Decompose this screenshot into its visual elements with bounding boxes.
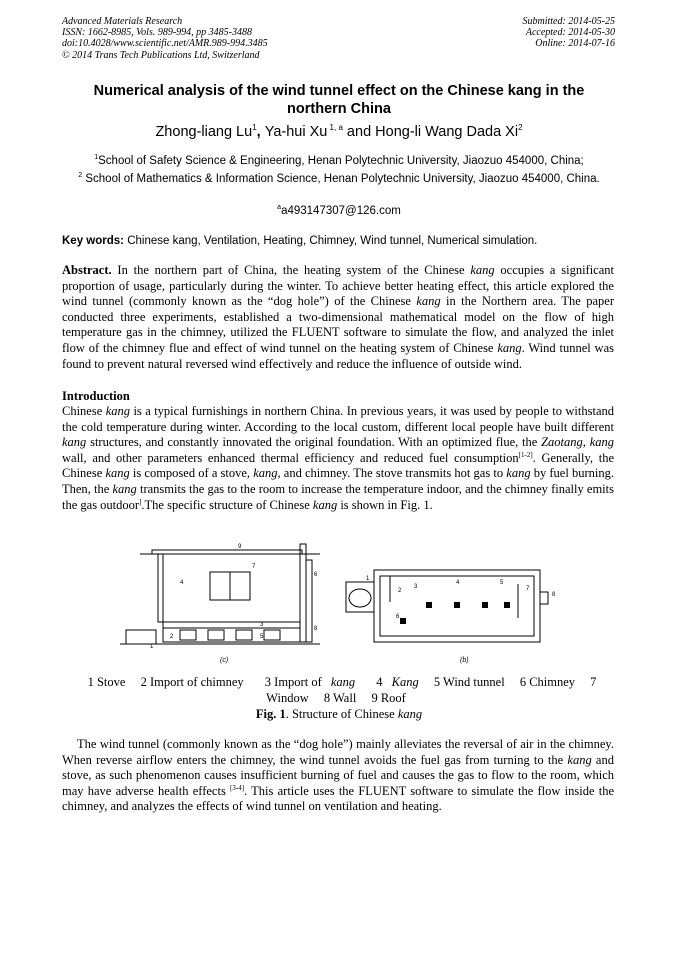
abstract-text: . Wind tunnel was found to prevent natural reversed wind effectively and reduce the influence of outside wind. bbox=[62, 340, 614, 371]
abstract bbox=[62, 263, 614, 372]
term-kang: kang bbox=[506, 466, 531, 481]
publication-dates bbox=[523, 16, 616, 50]
caption-text: . Structure of Chinese bbox=[285, 707, 398, 721]
chimney bbox=[300, 544, 306, 642]
diagram-number: 5 bbox=[260, 634, 264, 640]
journal-issn: ISSN: 1662-8985, Vols. 989-994, pp 3485-3488 bbox=[62, 27, 252, 39]
term-kang: kang bbox=[330, 675, 356, 689]
flue-support bbox=[454, 602, 460, 608]
intro-text: wall, and other parameters enhanced thermal efficiency and reduced fuel consumption bbox=[62, 450, 519, 465]
online-date: Online: 2014-07-16 bbox=[535, 38, 615, 50]
flue-support bbox=[400, 618, 406, 624]
citation-ref[interactable]: [3-4] bbox=[230, 783, 245, 792]
author-list bbox=[62, 123, 616, 140]
abstract-text: In the northern part of China, the heating system of the Chinese bbox=[111, 263, 471, 277]
term-kang: kang bbox=[567, 752, 592, 767]
diagram-number: 3 bbox=[414, 584, 418, 590]
panel-b-label: (b) bbox=[460, 657, 469, 664]
left-wall bbox=[158, 554, 163, 622]
panel-c-numbers bbox=[150, 544, 318, 650]
flue-support bbox=[504, 602, 510, 608]
legend-item: 2 Import of chimney bbox=[140, 675, 244, 689]
legend-item: 5 Wind tunnel bbox=[433, 675, 505, 689]
author-separator: , bbox=[256, 123, 265, 140]
intro-text: , bbox=[582, 435, 590, 450]
legend-item bbox=[259, 675, 355, 689]
intro-text: .The specific structure of Chinese bbox=[141, 497, 313, 512]
diagram-number: 1 bbox=[366, 576, 370, 582]
affiliation-text: School of Mathematics & Information Science, Henan Polytechnic University, Jiaozuo 454000, China. bbox=[82, 172, 600, 185]
diagram-number: 2 bbox=[398, 588, 402, 594]
intro-text: is composed of a stove, bbox=[129, 466, 254, 481]
journal-info bbox=[62, 16, 268, 61]
diagram-number: 4 bbox=[456, 580, 460, 586]
journal-copyright: © 2014 Trans Tech Publications Ltd, Switzerland bbox=[62, 49, 260, 61]
keywords-text: Chinese kang, Ventilation, Heating, Chimney, Wind tunnel, Numerical simulation. bbox=[124, 235, 538, 247]
diagram-number: 8 bbox=[314, 626, 318, 632]
panel-b-numbers bbox=[366, 576, 556, 620]
paper-title: Numerical analysis of the wind tunnel effect on the Chinese kang in the northern China bbox=[93, 83, 585, 117]
intro-text: . Generally, the Chinese bbox=[62, 450, 614, 481]
caption-label: Fig. 1 bbox=[255, 707, 286, 721]
author-name: Hong-li Wang Dada Xi bbox=[375, 123, 519, 140]
keywords-label: Key words: bbox=[62, 235, 124, 247]
legend-text: 4 bbox=[376, 675, 383, 689]
term-zaotang: Zaotang bbox=[541, 435, 583, 450]
diagram-number: 1 bbox=[150, 644, 154, 650]
section-heading-introduction: Introduction bbox=[62, 389, 130, 403]
legend-item: 8 Wall bbox=[323, 691, 357, 705]
term-kang: kang bbox=[397, 707, 423, 721]
body-text: and stove, as such phenomenon causes insufficient burning of fuel and causes the gas to flow to the room, which may have adverse health effects bbox=[62, 752, 614, 798]
affiliation-mark: 2 bbox=[78, 172, 83, 179]
term-kang: kang bbox=[105, 466, 130, 481]
term-kang: kang bbox=[253, 466, 278, 481]
panel-c-label: (c) bbox=[220, 657, 229, 664]
flue-block bbox=[208, 630, 224, 640]
email-mark: a bbox=[277, 204, 282, 211]
term-kang: kang bbox=[312, 497, 338, 512]
diagram-number: 8 bbox=[552, 592, 556, 598]
chimney-flue bbox=[306, 560, 312, 642]
citation-ref[interactable]: ] bbox=[139, 497, 142, 506]
figure-1-kang-structure bbox=[120, 540, 560, 670]
diagram-number: 4 bbox=[180, 580, 184, 586]
wind-tunnel-paragraph bbox=[62, 737, 614, 815]
term-kang: kang bbox=[470, 263, 495, 277]
diagram-number: 9 bbox=[238, 544, 242, 550]
legend-item bbox=[370, 675, 418, 689]
flue-block bbox=[180, 630, 196, 640]
intro-text: structures, and constantly innovated the original foundation. With an optimized flue, the bbox=[86, 435, 542, 450]
author-affiliation-mark: 1 bbox=[252, 123, 257, 132]
diagram-number: 6 bbox=[396, 614, 400, 620]
accepted-date: Accepted: 2014-05-30 bbox=[525, 27, 615, 39]
legend-item: 7 Window bbox=[266, 675, 597, 705]
intro-text: is a typical furnishings in northern China. In previous years, it was used by people to withstand the cold temperature during winter. According to the local custom, different local people have built different bbox=[62, 404, 614, 434]
affiliation-1 bbox=[62, 150, 616, 169]
author-affiliation-mark: 2 bbox=[518, 123, 523, 132]
intro-text: transmits the gas to the room to increase the temperature indoor, and the chimney finally emits the gas outdoor bbox=[62, 481, 614, 512]
body-text: The wind tunnel (commonly known as the “dog hole”) mainly alleviates the reversal of air in the chimney. When reverse airflow enters the chimney, the wind tunnel avoids the fuel gas from turning to the bbox=[62, 737, 614, 767]
body-text: . This article uses the FLUENT software to simulate the flow inside the chimney, and analyzes the effects of wind tunnel on ventilation and heating. bbox=[62, 783, 614, 814]
stove-opening bbox=[349, 589, 371, 607]
citation-ref[interactable]: [1-2] bbox=[518, 450, 533, 459]
legend-text: 3 Import of bbox=[264, 675, 322, 689]
corresponding-email bbox=[62, 200, 616, 219]
diagram-number: 6 bbox=[314, 572, 318, 578]
abstract-text: in the Northern area. The paper conducted three experiments, established a two-dimensional mathematical model on the flow of high temperature gas in the chimney, utilized the FLUENT software to simulate the flow, and analyzed the inlet flow of the chimney flue and effect of wind tunnel on the heating system of Chinese bbox=[62, 294, 614, 355]
chimney bbox=[540, 592, 548, 604]
term-kang: kang bbox=[62, 435, 87, 450]
diagram-number: 7 bbox=[252, 564, 256, 570]
affiliation-text: School of Safety Science & Engineering, Henan Polytechnic University, Jiaozuo 454000, China; bbox=[98, 154, 584, 167]
diagram-number: 7 bbox=[526, 586, 530, 592]
roof bbox=[152, 550, 302, 554]
intro-text: Chinese bbox=[62, 404, 106, 418]
kang-bed bbox=[163, 622, 300, 642]
intro-text: by fuel burning. Then, the bbox=[62, 466, 614, 496]
term-kang: kang bbox=[589, 435, 614, 450]
flue-block bbox=[236, 630, 252, 640]
author-affiliation-mark: 1, a bbox=[327, 123, 343, 132]
author-name: Zhong-liang Lu bbox=[155, 123, 253, 140]
flue-support bbox=[426, 602, 432, 608]
term-kang: Kang bbox=[391, 675, 419, 689]
introduction-paragraph bbox=[62, 404, 614, 513]
figure-caption bbox=[62, 707, 616, 722]
flue-support bbox=[482, 602, 488, 608]
journal-name: Advanced Materials Research bbox=[62, 16, 183, 27]
intro-text: is shown in Fig. 1. bbox=[337, 497, 433, 512]
journal-doi[interactable]: doi:10.4028/www.scientific.net/AMR.989-994.3485 bbox=[62, 38, 268, 50]
figure-legend bbox=[62, 674, 616, 706]
diagram-number: 5 bbox=[500, 580, 504, 586]
abstract-label: Abstract. bbox=[62, 263, 112, 277]
affiliation-2 bbox=[62, 168, 616, 187]
panel-b-plan-view bbox=[346, 570, 548, 642]
panel-c-side-section bbox=[120, 544, 320, 644]
abstract-text: occupies a significant proportion of usage, particularly during the winter. To achieve better heating effect, this article explored the wind tunnel (commonly known as the “dog hole”) of the Chinese bbox=[62, 263, 614, 309]
term-kang: kang bbox=[112, 481, 137, 496]
legend-item: 6 Chimney bbox=[519, 675, 576, 689]
term-kang: kang bbox=[497, 340, 522, 355]
keywords bbox=[62, 235, 616, 247]
submitted-date: Submitted: 2014-05-25 bbox=[522, 16, 615, 27]
author-separator: and bbox=[342, 123, 376, 140]
legend-item: 9 Roof bbox=[371, 691, 406, 705]
stove bbox=[126, 630, 156, 644]
intro-text: , and chimney. The stove transmits hot gas to bbox=[277, 466, 507, 481]
term-kang: kang bbox=[416, 294, 441, 309]
flue-blocks bbox=[400, 602, 510, 624]
legend-item: 1 Stove bbox=[87, 675, 126, 689]
author-name: Ya-hui Xu bbox=[264, 123, 328, 140]
affiliation-mark: 1 bbox=[94, 154, 99, 161]
term-kang: kang bbox=[105, 404, 131, 418]
diagram-number: 2 bbox=[170, 634, 174, 640]
flue-block bbox=[264, 630, 280, 640]
email-address[interactable]: a493147307@126.com bbox=[281, 204, 401, 217]
diagram-number: 3 bbox=[260, 622, 264, 628]
